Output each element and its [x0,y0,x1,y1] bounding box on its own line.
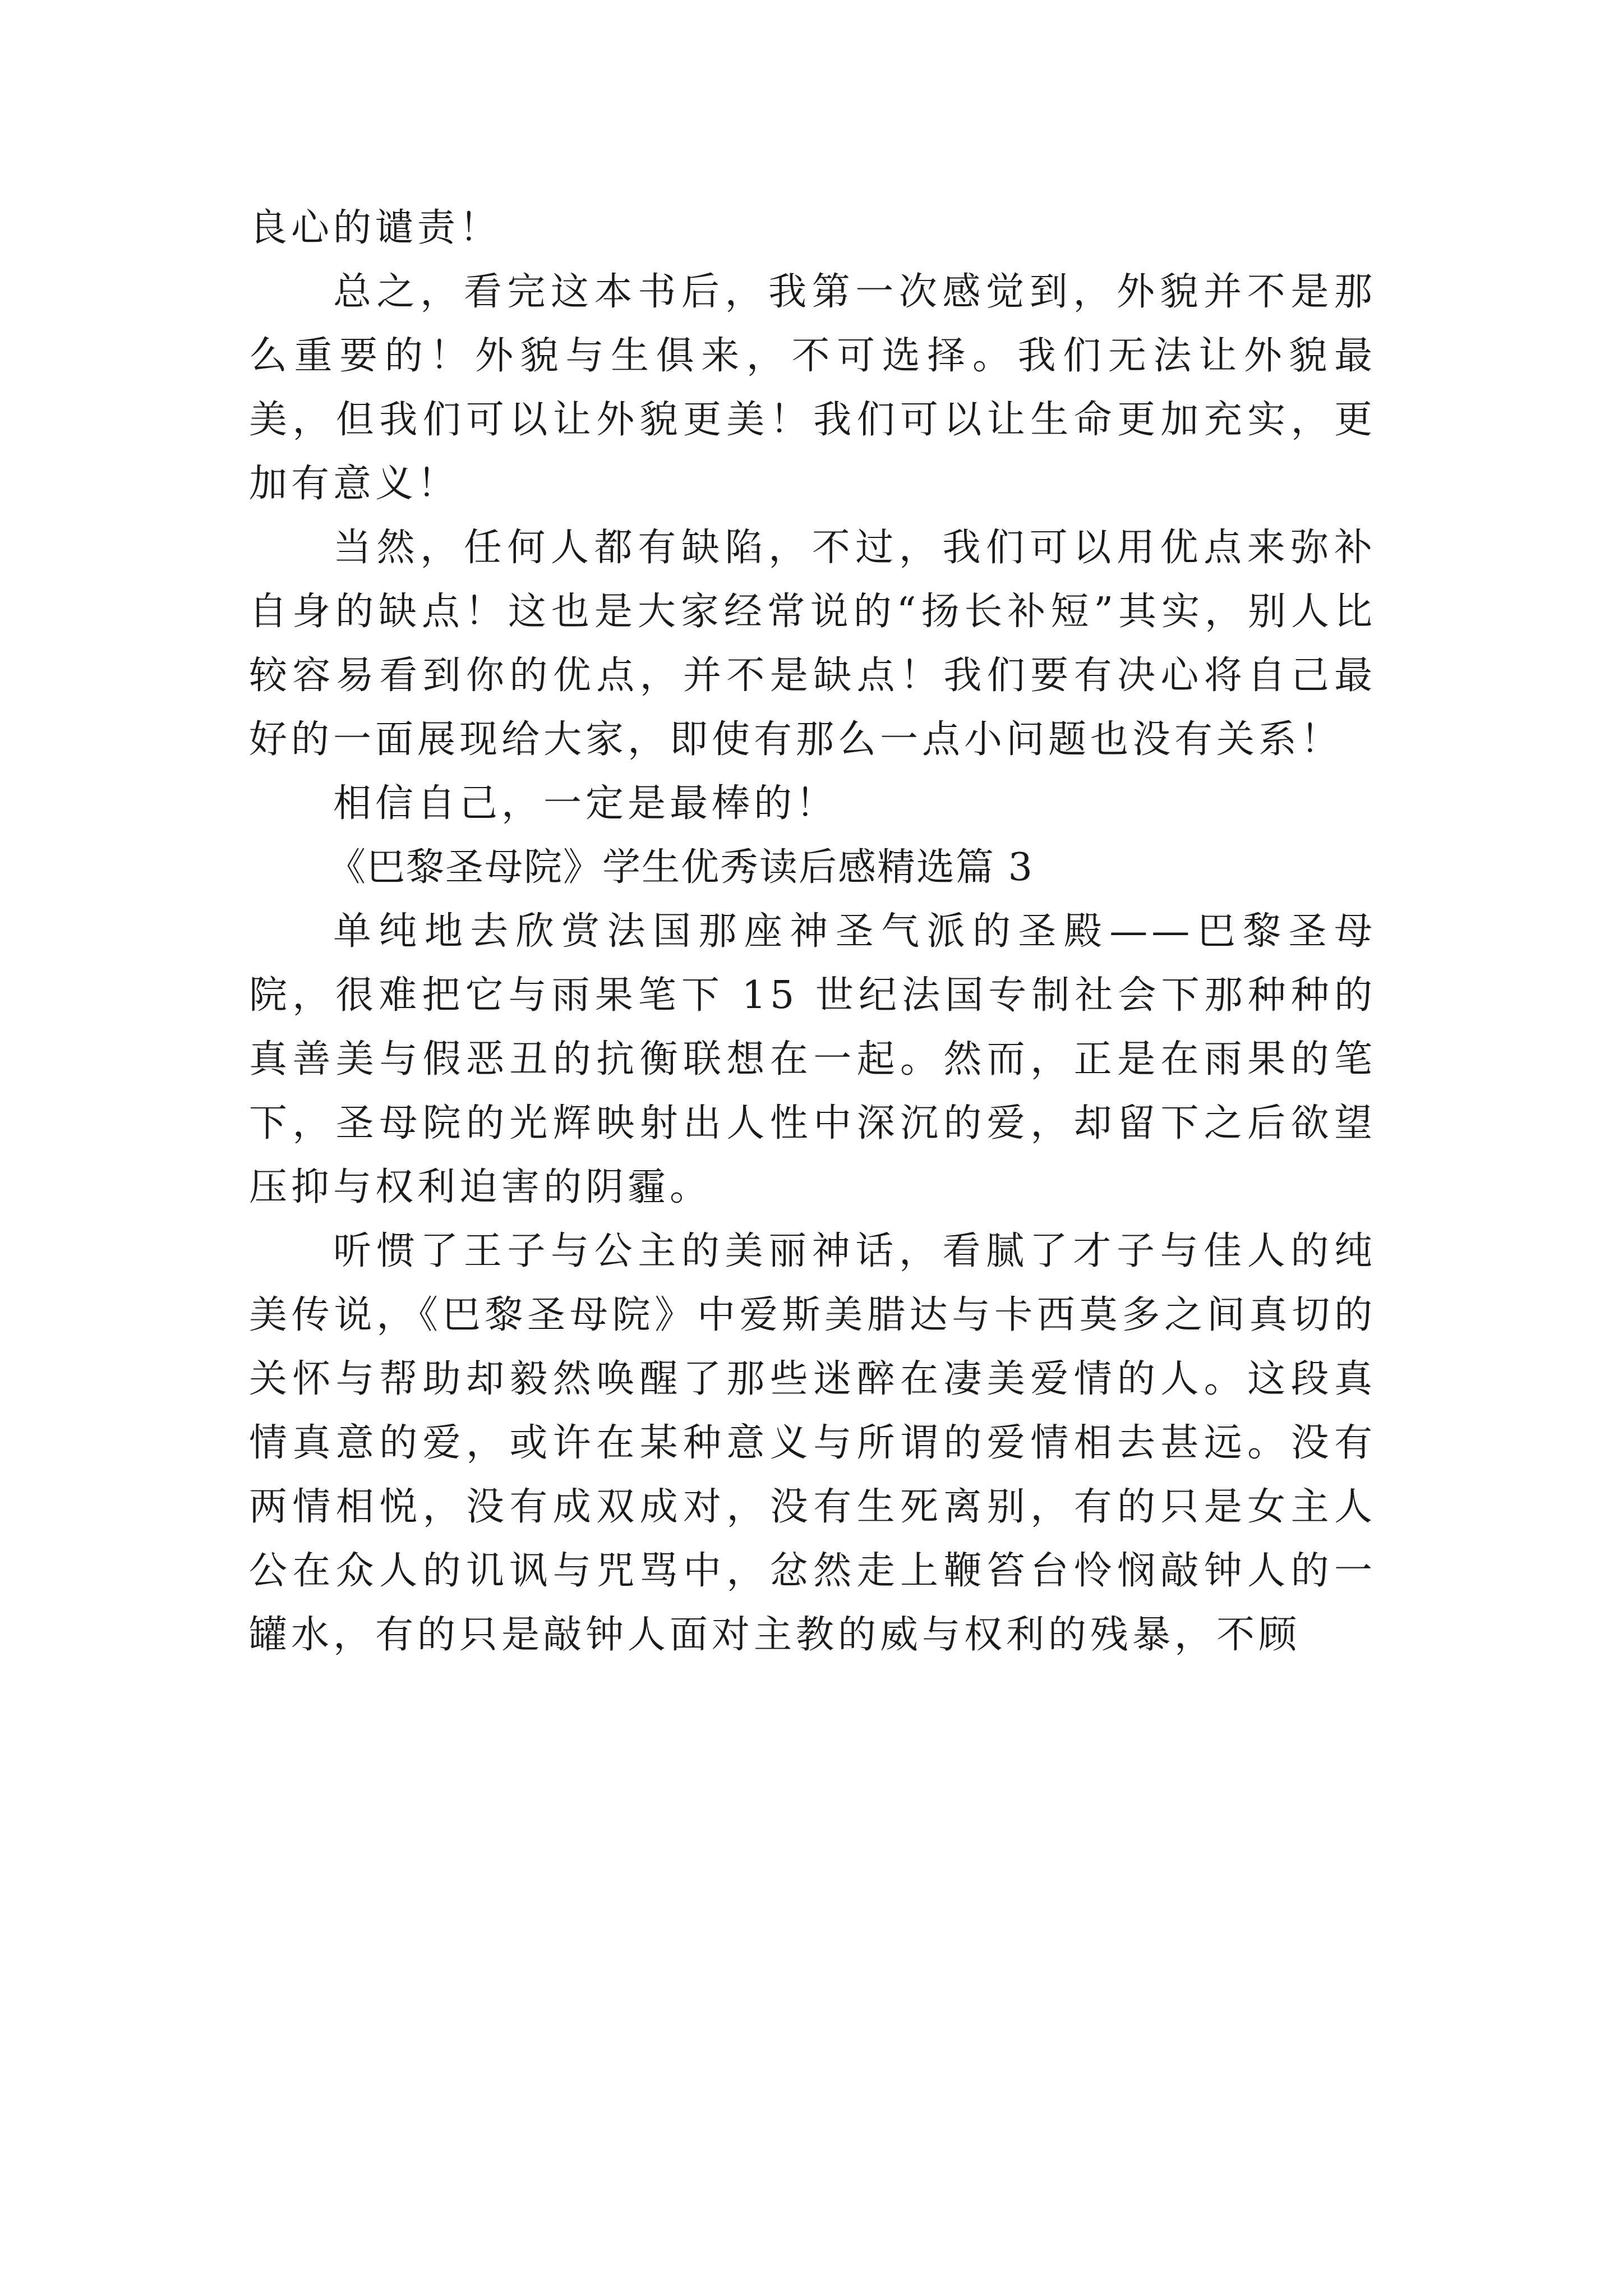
paragraph-appearance: 总之，看完这本书后，我第一次感觉到，外貌并不是那么重要的！外貌与生俱来，不可选择。我们无法让外貌最美，但我们可以让外貌更美！我们可以让生命更加充实，更加有意义！ [249,270,1376,506]
document-body [249,196,1376,1667]
paragraph-love: 听惯了王子与公主的美丽神话，看腻了才子与佳人的纯美传说，《巴黎圣母院》中爱斯美腊达与卡西莫多之间真切的关怀与帮助却毅然唤醒了那些迷醉在凄美爱情的人。这段真情真意的爱，或许在某种意义与所谓的爱情相去甚远。没有两情相悦，没有成双成对，没有生死离别，有的只是女主人公在众人的讥讽与咒骂中，忿然走上鞭笞台怜悯敲钟人的一罐水，有的只是敲钟人面对主教的威与权利的残暴，不顾 [249,1229,1376,1657]
paragraph-closing-line: 良心的谴责！ [249,206,502,250]
paragraph-strengths: 当然，任何人都有缺陷，不过，我们可以用优点来弥补自身的缺点！这也是大家经常说的“扬长补短”其实，别人比较容易看到你的优点，并不是缺点！我们要有决心将自己最好的一面展现给大家，即使有那么一点小问题也没有关系！ [249,526,1376,762]
paragraph-cathedral: 单纯地去欣赏法国那座神圣气派的圣殿——巴黎圣母院，很难把它与雨果笔下 15 世纪法国专制社会下那种种的真善美与假恶丑的抗衡联想在一起。然而，正是在雨果的笔下，圣母院的光辉映射出人性中深沉的爱，却留下之后欲望压抑与权利迫害的阴霾。 [249,909,1376,1209]
section-heading: 《巴黎圣母院》学生优秀读后感精选篇 3 [328,845,1034,890]
paragraph-believe: 相信自己，一定是最棒的！ [333,781,838,826]
